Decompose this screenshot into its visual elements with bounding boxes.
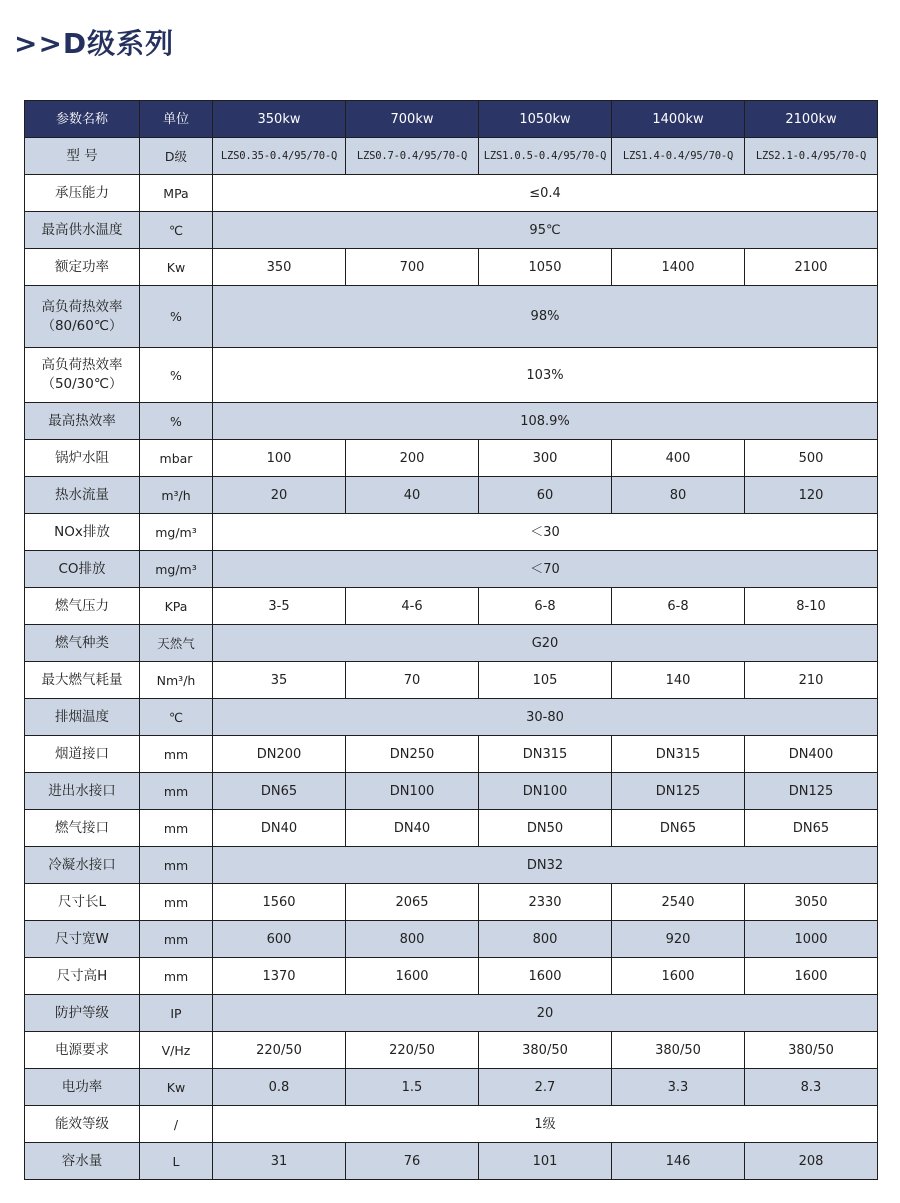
param-name-line: 能效等级: [55, 1115, 109, 1132]
param-name: [25, 1143, 140, 1180]
value-cell: 101: [479, 1143, 612, 1180]
spec-row: [25, 440, 878, 477]
value-cell: 3050: [745, 884, 878, 921]
value-cell: DN315: [479, 736, 612, 773]
param-name-line: 高负荷热效率: [41, 298, 123, 315]
value-cell: 80: [612, 477, 745, 514]
value-cell: 3-5: [213, 588, 346, 625]
value-cell: 146: [612, 1143, 745, 1180]
spec-row: [25, 1143, 878, 1180]
value-cell: 2065: [346, 884, 479, 921]
value-cell: 70: [346, 662, 479, 699]
param-name: [25, 736, 140, 773]
value-cell: DN315: [612, 736, 745, 773]
value-cell: DN125: [612, 773, 745, 810]
value-cell: 220/50: [213, 1032, 346, 1069]
header-cell: 350kw: [213, 101, 346, 138]
param-name-line: 进出水接口: [48, 782, 116, 799]
value-cell: 208: [745, 1143, 878, 1180]
value-cell: LZS1.0.5-0.4/95/70-Q: [479, 138, 612, 175]
header-cell: 1050kw: [479, 101, 612, 138]
param-name: [25, 175, 140, 212]
spec-row: [25, 662, 878, 699]
value-cell: LZS2.1-0.4/95/70-Q: [745, 138, 878, 175]
param-name-line: 容水量: [61, 1152, 103, 1169]
param-name-line: 防护等级: [55, 1004, 109, 1021]
param-unit: %: [140, 348, 213, 403]
spec-row: [25, 588, 878, 625]
value-cell: LZS1.4-0.4/95/70-Q: [612, 138, 745, 175]
value-cell: DN65: [745, 810, 878, 847]
value-cell: 40: [346, 477, 479, 514]
param-unit: mm: [140, 921, 213, 958]
value-cell: 76: [346, 1143, 479, 1180]
spec-row: [25, 403, 878, 440]
param-name-line: 高负荷热效率: [41, 357, 123, 373]
param-name: [25, 286, 140, 348]
param-name-line: 承压能力: [55, 184, 109, 201]
page-title: >>D级系列: [14, 27, 175, 60]
value-cell: 8-10: [745, 588, 878, 625]
param-name-line: 排烟温度: [55, 708, 109, 725]
param-name-line: 尺寸高H: [56, 967, 108, 984]
value-cell: DN250: [346, 736, 479, 773]
value-cell: DN400: [745, 736, 878, 773]
param-unit: mm: [140, 847, 213, 884]
param-name-line: 热水流量: [55, 486, 109, 503]
param-unit: MPa: [140, 175, 213, 212]
value-cell: 35: [213, 662, 346, 699]
spec-table: [24, 100, 878, 1180]
param-name: [25, 847, 140, 884]
spec-row: [25, 1032, 878, 1069]
param-name-line: 额定功率: [55, 258, 109, 275]
spec-row: [25, 348, 878, 403]
spec-row: [25, 958, 878, 995]
value-cell: 380/50: [745, 1032, 878, 1069]
spec-row: [25, 884, 878, 921]
param-name-line: 电功率: [61, 1078, 103, 1095]
param-unit: mm: [140, 810, 213, 847]
param-name-line: 最高热效率: [48, 412, 116, 429]
shared-value-cell: 108.9%: [213, 403, 878, 440]
param-name-line: 尺寸长L: [57, 893, 107, 910]
param-unit: D级: [140, 138, 213, 175]
value-cell: 300: [479, 440, 612, 477]
param-name-line: （80/60℃）: [41, 317, 123, 334]
param-name: [25, 1106, 140, 1143]
param-name-line: 燃气种类: [55, 634, 109, 651]
value-cell: 8.3: [745, 1069, 878, 1106]
param-name-line: 尺寸宽W: [55, 930, 109, 947]
value-cell: 1600: [346, 958, 479, 995]
param-unit: mm: [140, 736, 213, 773]
value-cell: 800: [346, 921, 479, 958]
value-cell: 1600: [612, 958, 745, 995]
spec-row: [25, 514, 878, 551]
param-unit: mm: [140, 884, 213, 921]
param-name: [25, 625, 140, 662]
spec-row: [25, 921, 878, 958]
value-cell: 1.5: [346, 1069, 479, 1106]
shared-value-cell: 103%: [213, 348, 878, 403]
value-cell: 120: [745, 477, 878, 514]
param-name-line: 最高供水温度: [41, 221, 123, 238]
param-unit: mg/m³: [140, 514, 213, 551]
spec-row: [25, 773, 878, 810]
spec-row: [25, 847, 878, 884]
spec-row: [25, 736, 878, 773]
spec-row: [25, 477, 878, 514]
shared-value-cell: 30-80: [213, 699, 878, 736]
param-unit: /: [140, 1106, 213, 1143]
spec-row: [25, 138, 878, 175]
param-name: [25, 921, 140, 958]
param-unit: %: [140, 403, 213, 440]
value-cell: 200: [346, 440, 479, 477]
value-cell: 1000: [745, 921, 878, 958]
header-row: [25, 101, 878, 138]
header-cell: 参数名称: [25, 101, 140, 138]
param-name: [25, 477, 140, 514]
header-cell: 单位: [140, 101, 213, 138]
value-cell: 2330: [479, 884, 612, 921]
value-cell: 2100: [745, 249, 878, 286]
param-name: [25, 551, 140, 588]
value-cell: 220/50: [346, 1032, 479, 1069]
value-cell: 600: [213, 921, 346, 958]
param-unit: Nm³/h: [140, 662, 213, 699]
param-name: [25, 995, 140, 1032]
param-unit: %: [140, 286, 213, 348]
spec-row: [25, 212, 878, 249]
param-name: [25, 884, 140, 921]
shared-value-cell: ≤0.4: [213, 175, 878, 212]
value-cell: 100: [213, 440, 346, 477]
value-cell: 20: [213, 477, 346, 514]
spec-row: [25, 286, 878, 348]
value-cell: 350: [213, 249, 346, 286]
param-unit: mbar: [140, 440, 213, 477]
value-cell: 60: [479, 477, 612, 514]
param-name-line: 锅炉水阻: [55, 449, 109, 466]
param-name: [25, 440, 140, 477]
param-unit: mm: [140, 773, 213, 810]
value-cell: 1600: [745, 958, 878, 995]
spec-row: [25, 625, 878, 662]
param-name: [25, 810, 140, 847]
param-name-line: NOx排放: [54, 523, 110, 540]
param-unit: Kw: [140, 1069, 213, 1106]
param-name-line: 电源要求: [55, 1041, 109, 1058]
param-name: [25, 588, 140, 625]
spec-row: [25, 810, 878, 847]
param-unit: mg/m³: [140, 551, 213, 588]
param-unit: ℃: [140, 699, 213, 736]
param-name: [25, 662, 140, 699]
spec-row: [25, 175, 878, 212]
value-cell: 1560: [213, 884, 346, 921]
param-name-line: 型 号: [66, 147, 98, 164]
value-cell: 500: [745, 440, 878, 477]
value-cell: DN65: [213, 773, 346, 810]
param-name: [25, 773, 140, 810]
param-name: [25, 699, 140, 736]
value-cell: 140: [612, 662, 745, 699]
param-name: [25, 1069, 140, 1106]
value-cell: DN50: [479, 810, 612, 847]
value-cell: 1600: [479, 958, 612, 995]
value-cell: 6-8: [612, 588, 745, 625]
header-cell: 1400kw: [612, 101, 745, 138]
spec-row: [25, 551, 878, 588]
shared-value-cell: 1级: [213, 1106, 878, 1143]
param-name-line: 燃气接口: [55, 819, 109, 836]
shared-value-cell: DN32: [213, 847, 878, 884]
value-cell: 2540: [612, 884, 745, 921]
value-cell: DN100: [346, 773, 479, 810]
spec-body: [25, 138, 878, 1180]
param-unit: KPa: [140, 588, 213, 625]
param-unit: mm: [140, 958, 213, 995]
value-cell: 0.8: [213, 1069, 346, 1106]
value-cell: 2.7: [479, 1069, 612, 1106]
param-unit: V/Hz: [140, 1032, 213, 1069]
param-unit: Kw: [140, 249, 213, 286]
param-unit: m³/h: [140, 477, 213, 514]
shared-value-cell: ＜70: [213, 551, 878, 588]
value-cell: 6-8: [479, 588, 612, 625]
shared-value-cell: 95℃: [213, 212, 878, 249]
param-name-line: 燃气压力: [55, 597, 109, 614]
spec-row: [25, 1106, 878, 1143]
value-cell: 105: [479, 662, 612, 699]
value-cell: DN200: [213, 736, 346, 773]
spec-row: [25, 1069, 878, 1106]
param-unit: ℃: [140, 212, 213, 249]
shared-value-cell: 20: [213, 995, 878, 1032]
param-name: [25, 212, 140, 249]
shared-value-cell: ＜30: [213, 514, 878, 551]
param-name: [25, 138, 140, 175]
spec-row: [25, 995, 878, 1032]
value-cell: 800: [479, 921, 612, 958]
value-cell: DN125: [745, 773, 878, 810]
value-cell: 1370: [213, 958, 346, 995]
value-cell: 380/50: [479, 1032, 612, 1069]
param-name: [25, 958, 140, 995]
shared-value-cell: G20: [213, 625, 878, 662]
header-cell: 2100kw: [745, 101, 878, 138]
value-cell: DN65: [612, 810, 745, 847]
param-name: [25, 249, 140, 286]
param-name-line: CO排放: [58, 560, 106, 577]
param-unit: L: [140, 1143, 213, 1180]
header-cell: 700kw: [346, 101, 479, 138]
value-cell: DN40: [346, 810, 479, 847]
shared-value-cell: 98%: [213, 286, 878, 348]
value-cell: LZS0.35-0.4/95/70-Q: [213, 138, 346, 175]
param-name: [25, 514, 140, 551]
param-name-line: 冷凝水接口: [48, 856, 116, 873]
value-cell: 1400: [612, 249, 745, 286]
value-cell: 31: [213, 1143, 346, 1180]
value-cell: 1050: [479, 249, 612, 286]
value-cell: 4-6: [346, 588, 479, 625]
value-cell: 920: [612, 921, 745, 958]
param-name: [25, 348, 140, 403]
param-name: [25, 1032, 140, 1069]
value-cell: 210: [745, 662, 878, 699]
param-unit: IP: [140, 995, 213, 1032]
value-cell: DN40: [213, 810, 346, 847]
value-cell: DN100: [479, 773, 612, 810]
param-name: [25, 403, 140, 440]
spec-row: [25, 699, 878, 736]
value-cell: 380/50: [612, 1032, 745, 1069]
value-cell: 700: [346, 249, 479, 286]
param-name-line: 最大燃气耗量: [41, 671, 123, 688]
value-cell: 3.3: [612, 1069, 745, 1106]
param-name-line: 烟道接口: [55, 745, 109, 762]
param-unit: 天然气: [140, 625, 213, 662]
param-name-line: （50/30℃）: [41, 376, 123, 392]
value-cell: LZS0.7-0.4/95/70-Q: [346, 138, 479, 175]
value-cell: 400: [612, 440, 745, 477]
spec-row: [25, 249, 878, 286]
